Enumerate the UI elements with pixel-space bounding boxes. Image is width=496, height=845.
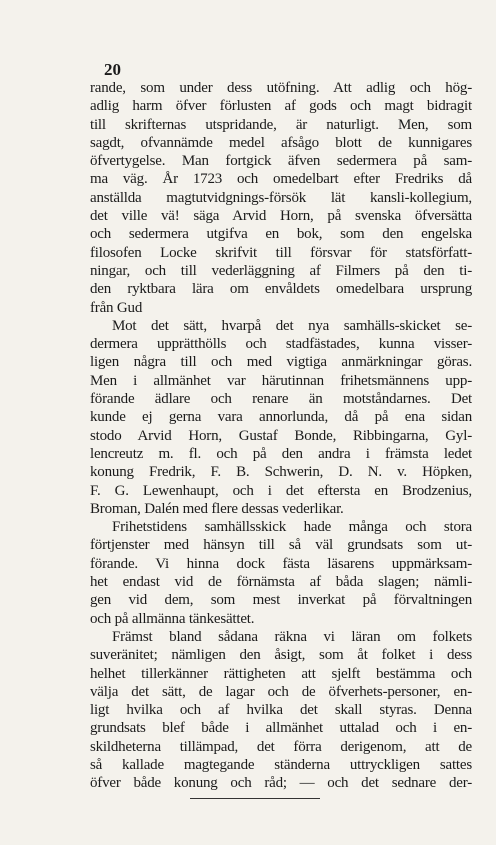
body-text <box>90 79 472 793</box>
text-line: öfver både konung och råd; — och det sednare der- <box>90 775 472 792</box>
text-line: till skrifternas utspridande, är naturligt. Men, som <box>90 116 472 133</box>
text-line: Främst bland sådana räkna vi läran om folkets <box>112 628 472 645</box>
text-line: ligt hvilka och af hvilka det skall styras. Denna <box>90 702 472 719</box>
text-line: den ryktbara lära om envåldets omedelbara ursprung <box>90 281 472 298</box>
text-line: ningar, och till vederläggning af Filmers på den ti- <box>90 262 472 279</box>
text-line: välja det sätt, de lagar och de öfverhets-personer, en- <box>90 683 472 700</box>
text-line: sagdt, ofvannämde medel afsågo blott de kunnigares <box>90 134 472 151</box>
text-line: skildheterna tillämpad, det förra derigenom, att de <box>90 738 472 755</box>
text-line: kunde ej gerna vara annorlunda, då på ena sidan <box>90 409 472 426</box>
text-line: förande. Vi hinna dock fästa läsarens uppmärksam- <box>90 555 472 572</box>
text-line: ligen några till och med vigtiga anmärkningar göras. <box>90 354 472 371</box>
text-line: från Gud <box>90 299 143 316</box>
text-line: het endast vid de förnämsta af båda slagen; nämli- <box>90 574 472 591</box>
text-line: och på allmänna tänkesättet. <box>90 610 255 627</box>
text-line: Men i allmänhet var härutinnan frihetsmännens upp- <box>90 372 472 389</box>
text-line: grundsats blef både i allmänhet uttalad och i en- <box>90 720 472 737</box>
text-line: stodo Arvid Horn, Gustaf Bonde, Ribbingarna, Gyl- <box>90 427 472 444</box>
text-line: anställda magtutvidgnings-försök lät kansli-kollegium, <box>90 189 472 206</box>
text-line: och sedermera utgifva en bok, som den engelska <box>90 226 472 243</box>
text-line: F. G. Lewenhaupt, och i det eftersta en Brodzenius, <box>90 482 472 499</box>
text-line: förande ädlare och renare än motståndarnes. Det <box>90 391 472 408</box>
text-line: ma väg. År 1723 och omedelbart efter Fredriks då <box>90 171 472 188</box>
text-line: öfvertygelse. Man fortgick äfven sedermera på sam- <box>90 153 472 170</box>
watermark-stamp <box>316 812 394 826</box>
text-line: förtjenster med hänsyn till så väl grundsats som ut- <box>90 537 472 554</box>
text-line: konung Fredrik, F. B. Schwerin, D. N. v. Höpken, <box>90 464 472 481</box>
text-line: Frihetstidens samhällsskick hade många och stora <box>112 519 472 536</box>
text-line: lencreutz m. fl. och på den andra i främsta ledet <box>90 445 472 462</box>
text-line: så kallade magtegande ständerna uttryckligen sattes <box>90 756 472 773</box>
text-line: helhet tillerkänner rättigheten att sjelft bestämma och <box>90 665 472 682</box>
text-line: filosofen Locke skrifvit till försvar för statsförfatt- <box>90 244 472 261</box>
text-line: Broman, Dalén med flere dessas vederlikar. <box>90 500 344 517</box>
text-line: adlig harm öfver förlusten af gods och magt bidragit <box>90 98 472 115</box>
text-line: dermera upprätthölls och stadfästades, kunna visser- <box>90 336 472 353</box>
page-number: 20 <box>104 60 121 79</box>
text-line: gen vid dem, som mest inverkat på förvaltningen <box>90 592 472 609</box>
text-line: suveränitet; nämligen den åsigt, som åt folket i dess <box>90 647 472 664</box>
text-line: det ville vä! säga Arvid Horn, på svenska öfversätta <box>90 208 472 225</box>
bottom-rule <box>190 798 320 799</box>
text-line: Mot det sätt, hvarpå det nya samhälls-skicket se- <box>112 317 472 334</box>
text-line: rande, som under dess utöfning. Att adlig och hög- <box>90 80 472 96</box>
